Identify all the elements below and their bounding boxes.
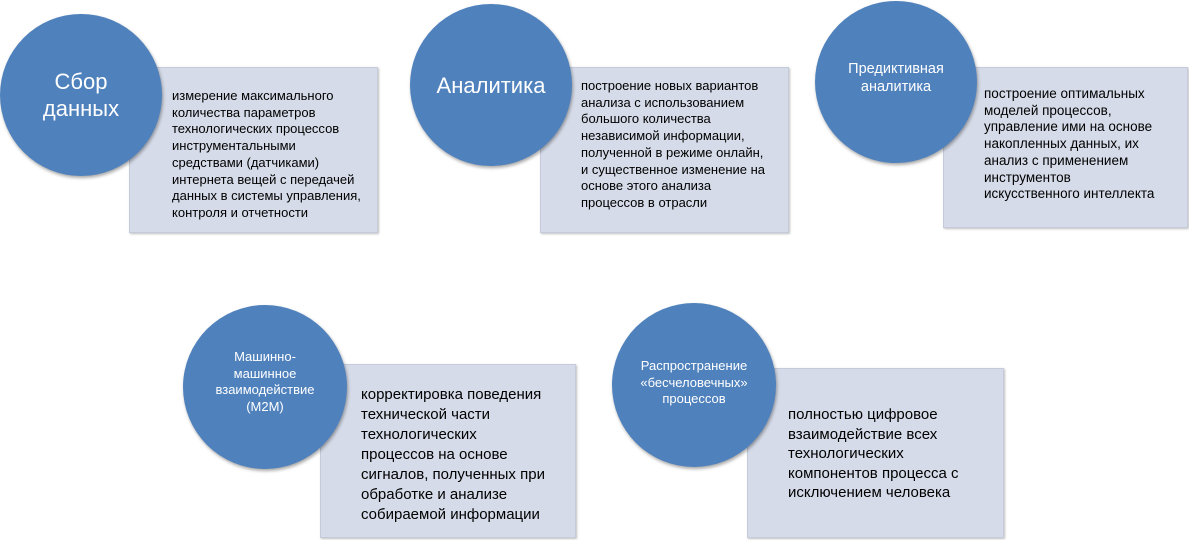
- circle-title-predictive-analytics: Предиктивная аналитика: [848, 61, 944, 95]
- description-box-m2m: [320, 364, 576, 538]
- description-box-predictive-analytics: [943, 67, 1188, 228]
- description-box-analytics: [540, 67, 789, 233]
- description-text-m2m: корректировка поведения технической части технологических процессов на основе сигналов, полученных при обработке и анализе собираемой информации: [361, 386, 545, 523]
- circle-title-m2m: Машинно- машинное взаимодействие (M2M): [215, 349, 315, 414]
- circle-predictive-analytics: [815, 1, 977, 163]
- description-box-inhuman-processes: [747, 368, 1004, 538]
- circle-title-data-collection: Сбор данных: [42, 69, 120, 121]
- description-text-inhuman-processes: полностью цифровое взаимодействие всех технологических компонентов процесса с исключением человека: [788, 406, 959, 501]
- description-box-data-collection: [129, 67, 378, 233]
- description-text-analytics: построение новых вариантов анализа с использованием большого количества независимой информации, полученной в режиме онлайн, и существенное изменение на основе этого анализа процессов в отрасли: [581, 78, 766, 210]
- description-text-predictive-analytics: построение оптимальных моделей процессов, управление ими на основе накопленных данных, их анализ с применением инструментов искусственного интеллекта: [984, 86, 1155, 202]
- circle-inhuman-processes: [612, 303, 776, 467]
- description-text-data-collection: измерение максимального количества параметров технологических процессов инструментальными средствами (датчиками) интернета вещей с передачей данных в системы управления, контроля и отчетности: [172, 88, 361, 220]
- circle-data-collection: [0, 14, 162, 176]
- circle-title-inhuman-processes: Распространение «бесчеловечных» процессов: [640, 358, 748, 407]
- circle-m2m: [183, 305, 347, 469]
- circle-analytics: [410, 4, 572, 166]
- circle-title-analytics: Аналитика: [436, 72, 546, 98]
